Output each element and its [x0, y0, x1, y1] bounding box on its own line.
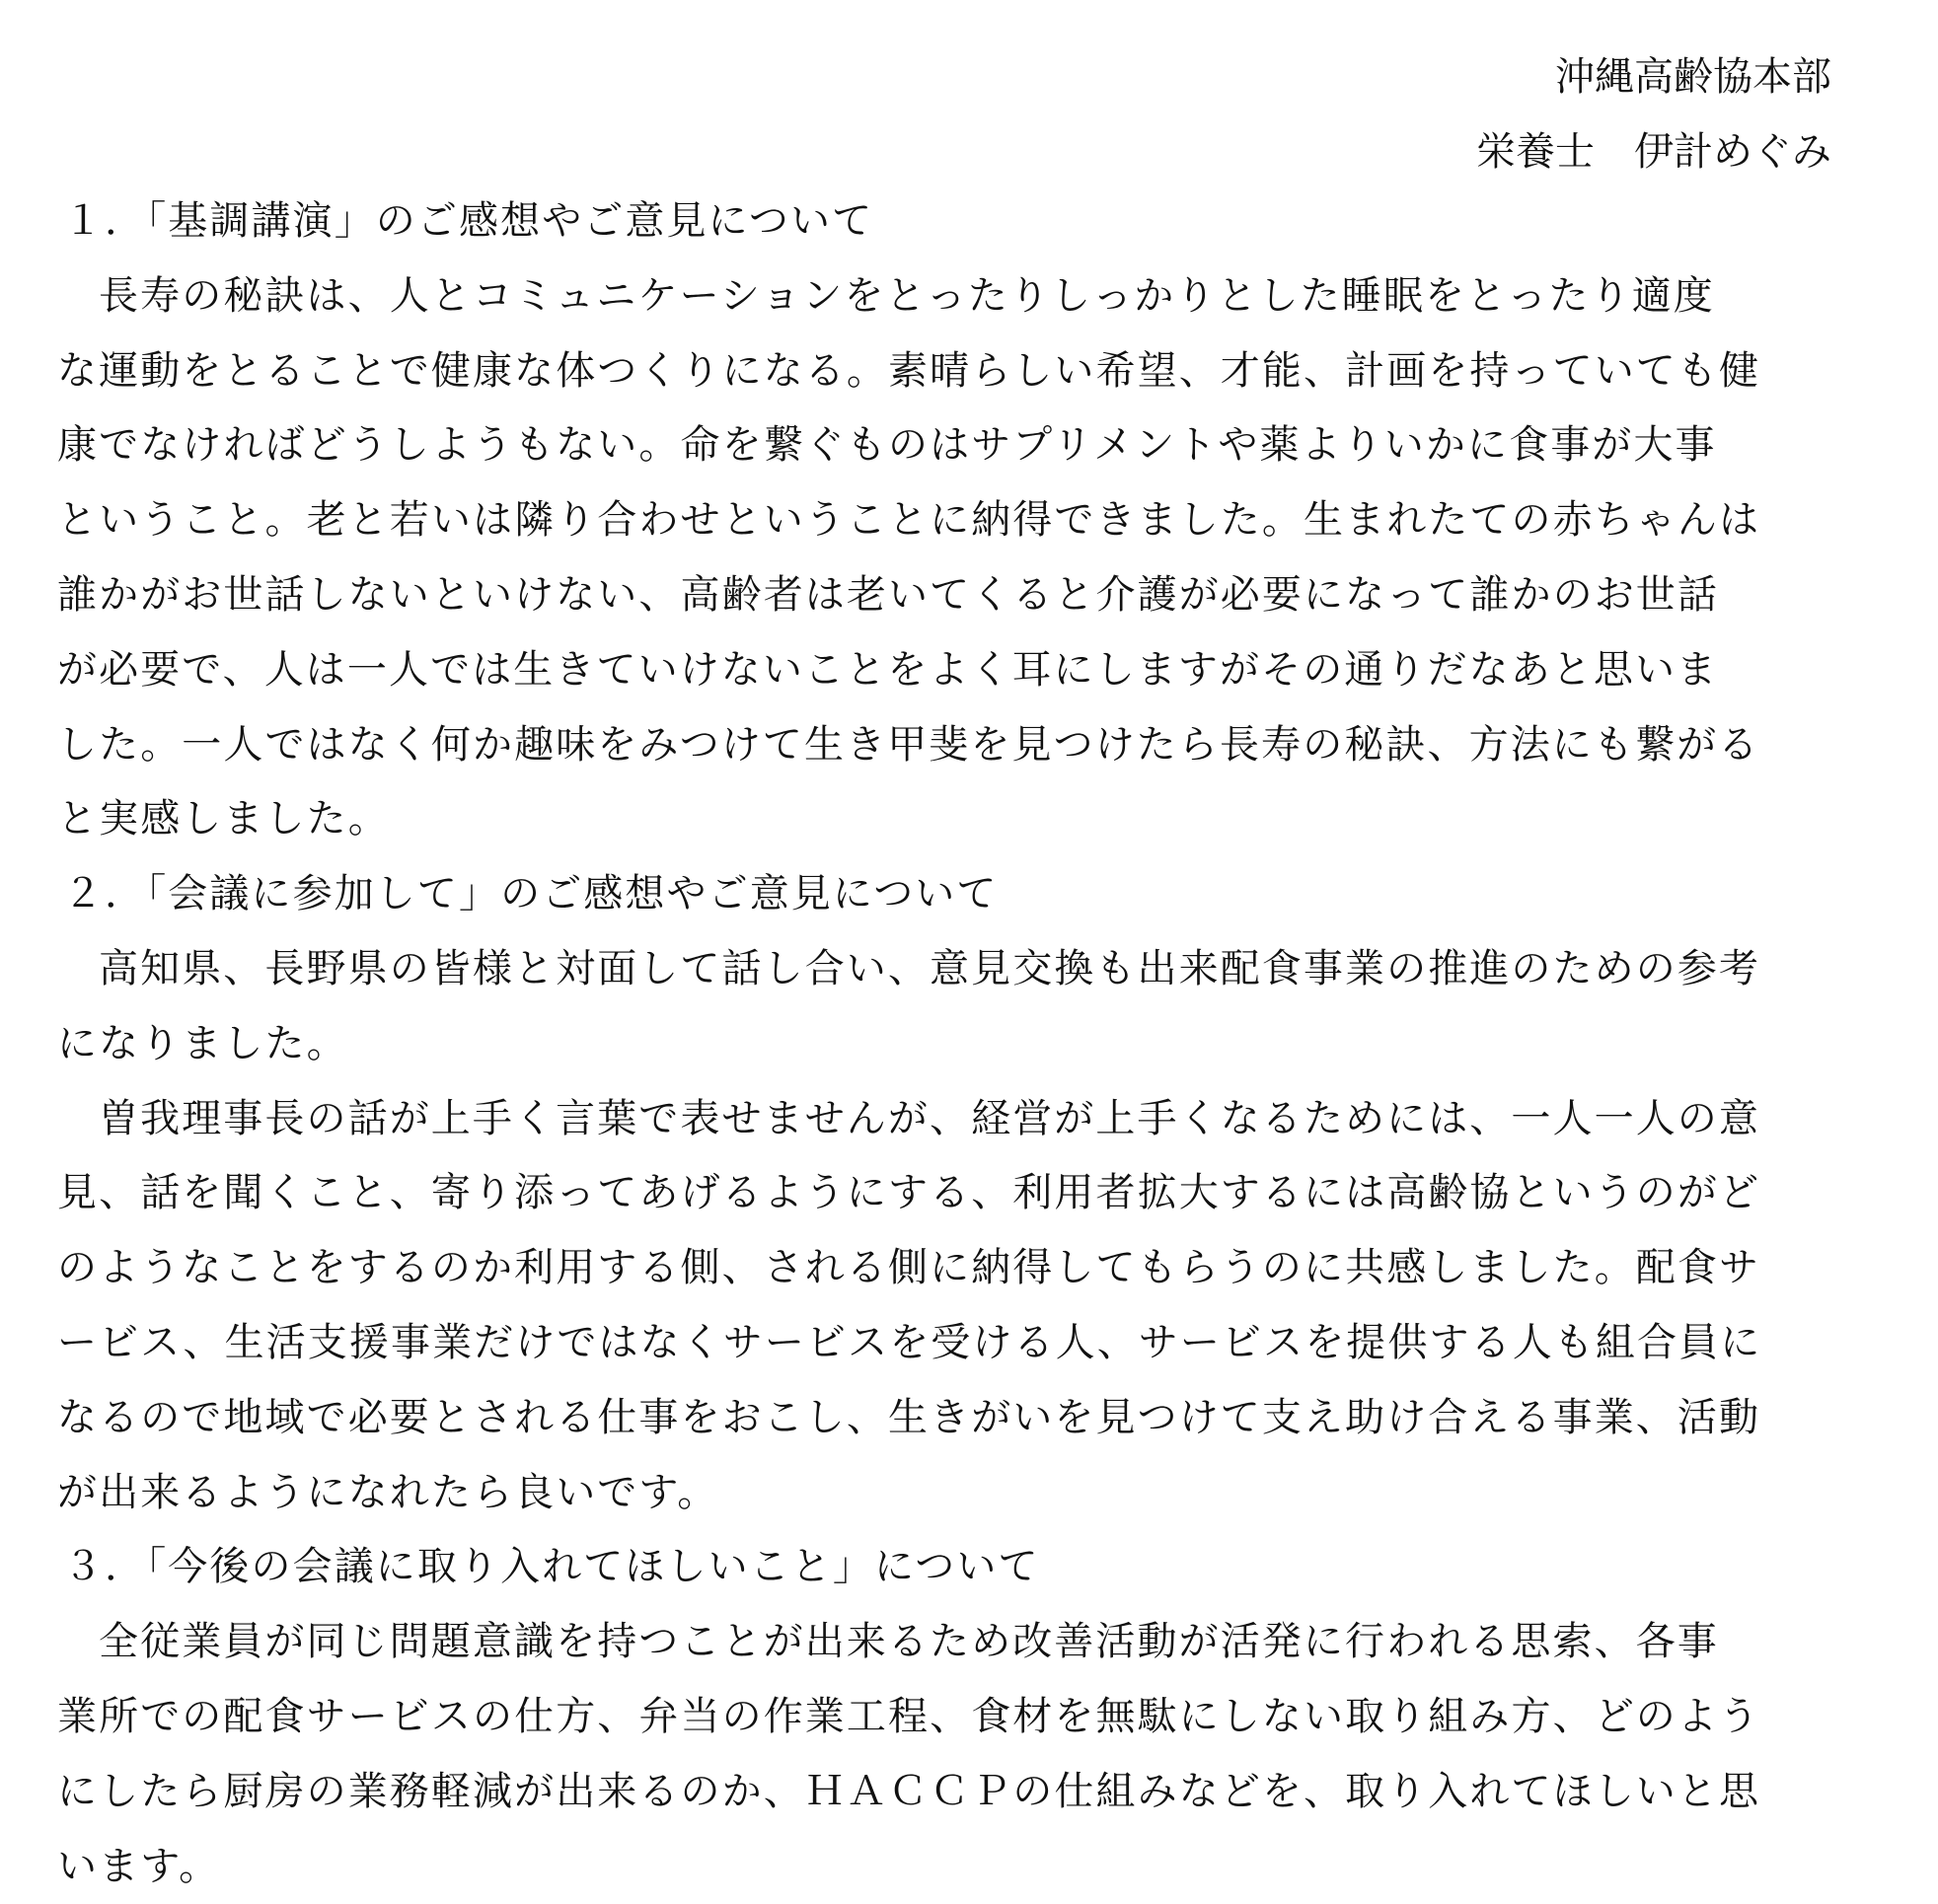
paragraph — [57, 259, 1833, 857]
paragraph-line: が出来るようになれたら良いです。 — [57, 1469, 719, 1515]
paragraph-line: 康でなければどうしようもない。命を繋ぐものはサプリメントや薬よりいかに食事が大事 — [57, 422, 1717, 469]
document-body — [57, 184, 1833, 1904]
paragraph — [57, 1082, 1833, 1531]
section-heading: ３．「今後の会議に取り入れてほしいこと」について — [63, 1544, 1040, 1590]
paragraph-line: 誰かがお世話しないといけない、高齢者は老いてくると介護が必要になって誰かのお世話 — [57, 571, 1719, 618]
paragraph-line: ービス、生活支援事業だけではなくサービスを受ける人、サービスを提供する人も組合員に — [57, 1319, 1762, 1365]
document-header — [1476, 39, 1831, 189]
paragraph-line: した。一人ではなく何か趣味をみつけて生き甲斐を見つけたら長寿の秘訣、方法にも繋がる — [57, 721, 1760, 768]
paragraph-line: な運動をとることで健康な体つくりになる。素晴らしい希望、才能、計画を持っていても健 — [57, 347, 1761, 394]
paragraph-line: なるので地域で必要とされる仕事をおこし、生きがいを見つけて支え助け合える事業、活動 — [57, 1394, 1761, 1440]
organization-name: 沖縄高齢協本部 — [1555, 54, 1831, 100]
author-name: 栄養士 伊計めぐみ — [1476, 129, 1831, 175]
paragraph-line: 高知県、長野県の皆様と対面して話し合い、意見交換も出来配食事業の推進のための参考 — [99, 945, 1760, 991]
paragraph-line: のようなことをするのか利用する側、される側に納得してもらうのに共感しました。配食サ — [57, 1245, 1761, 1291]
paragraph-line: 業所での配食サービスの仕方、弁当の作業工程、食材を無駄にしない取り組み方、どのよう — [57, 1693, 1761, 1739]
paragraph-line: 長寿の秘訣は、人とコミュニケーションをとったりしっかりとした睡眠をとったり適度 — [99, 272, 1715, 319]
paragraph-line: 全従業員が同じ問題意識を持つことが出来るため改善活動が活発に行われる思索、各事 — [99, 1619, 1719, 1665]
paragraph-line: にしたら厨房の業務軽減が出来るのか、ＨＡＣＣＰの仕組みなどを、取り入れてほしいと思 — [57, 1768, 1761, 1814]
paragraph-line: 見、話を聞くこと、寄り添ってあげるようにする、利用者拡大するには高齢協というのがど — [57, 1170, 1761, 1216]
paragraph — [57, 932, 1833, 1082]
paragraph — [57, 1605, 1833, 1904]
section-heading: １．「基調講演」のご感想やご意見について — [63, 198, 874, 244]
section-heading: ２．「会議に参加して」のご感想やご意見について — [63, 871, 999, 917]
paragraph-line: ということ。老と若いは隣り合わせということに納得できました。生まれたての赤ちゃんは — [57, 497, 1761, 544]
paragraph-line: 曽我理事長の話が上手く言葉で表せませんが、経営が上手くなるためには、一人一人の意 — [99, 1095, 1760, 1141]
paragraph-line: と実感しました。 — [57, 796, 390, 842]
paragraph-line: が必要で、人は一人では生きていけないことをよく耳にしますがその通りだなあと思いま — [57, 646, 1719, 693]
section-3 — [57, 1530, 1833, 1904]
paragraph-line: になりました。 — [57, 1020, 348, 1066]
section-1 — [57, 184, 1833, 857]
section-2 — [57, 857, 1833, 1530]
paragraph-line: います。 — [57, 1843, 221, 1889]
